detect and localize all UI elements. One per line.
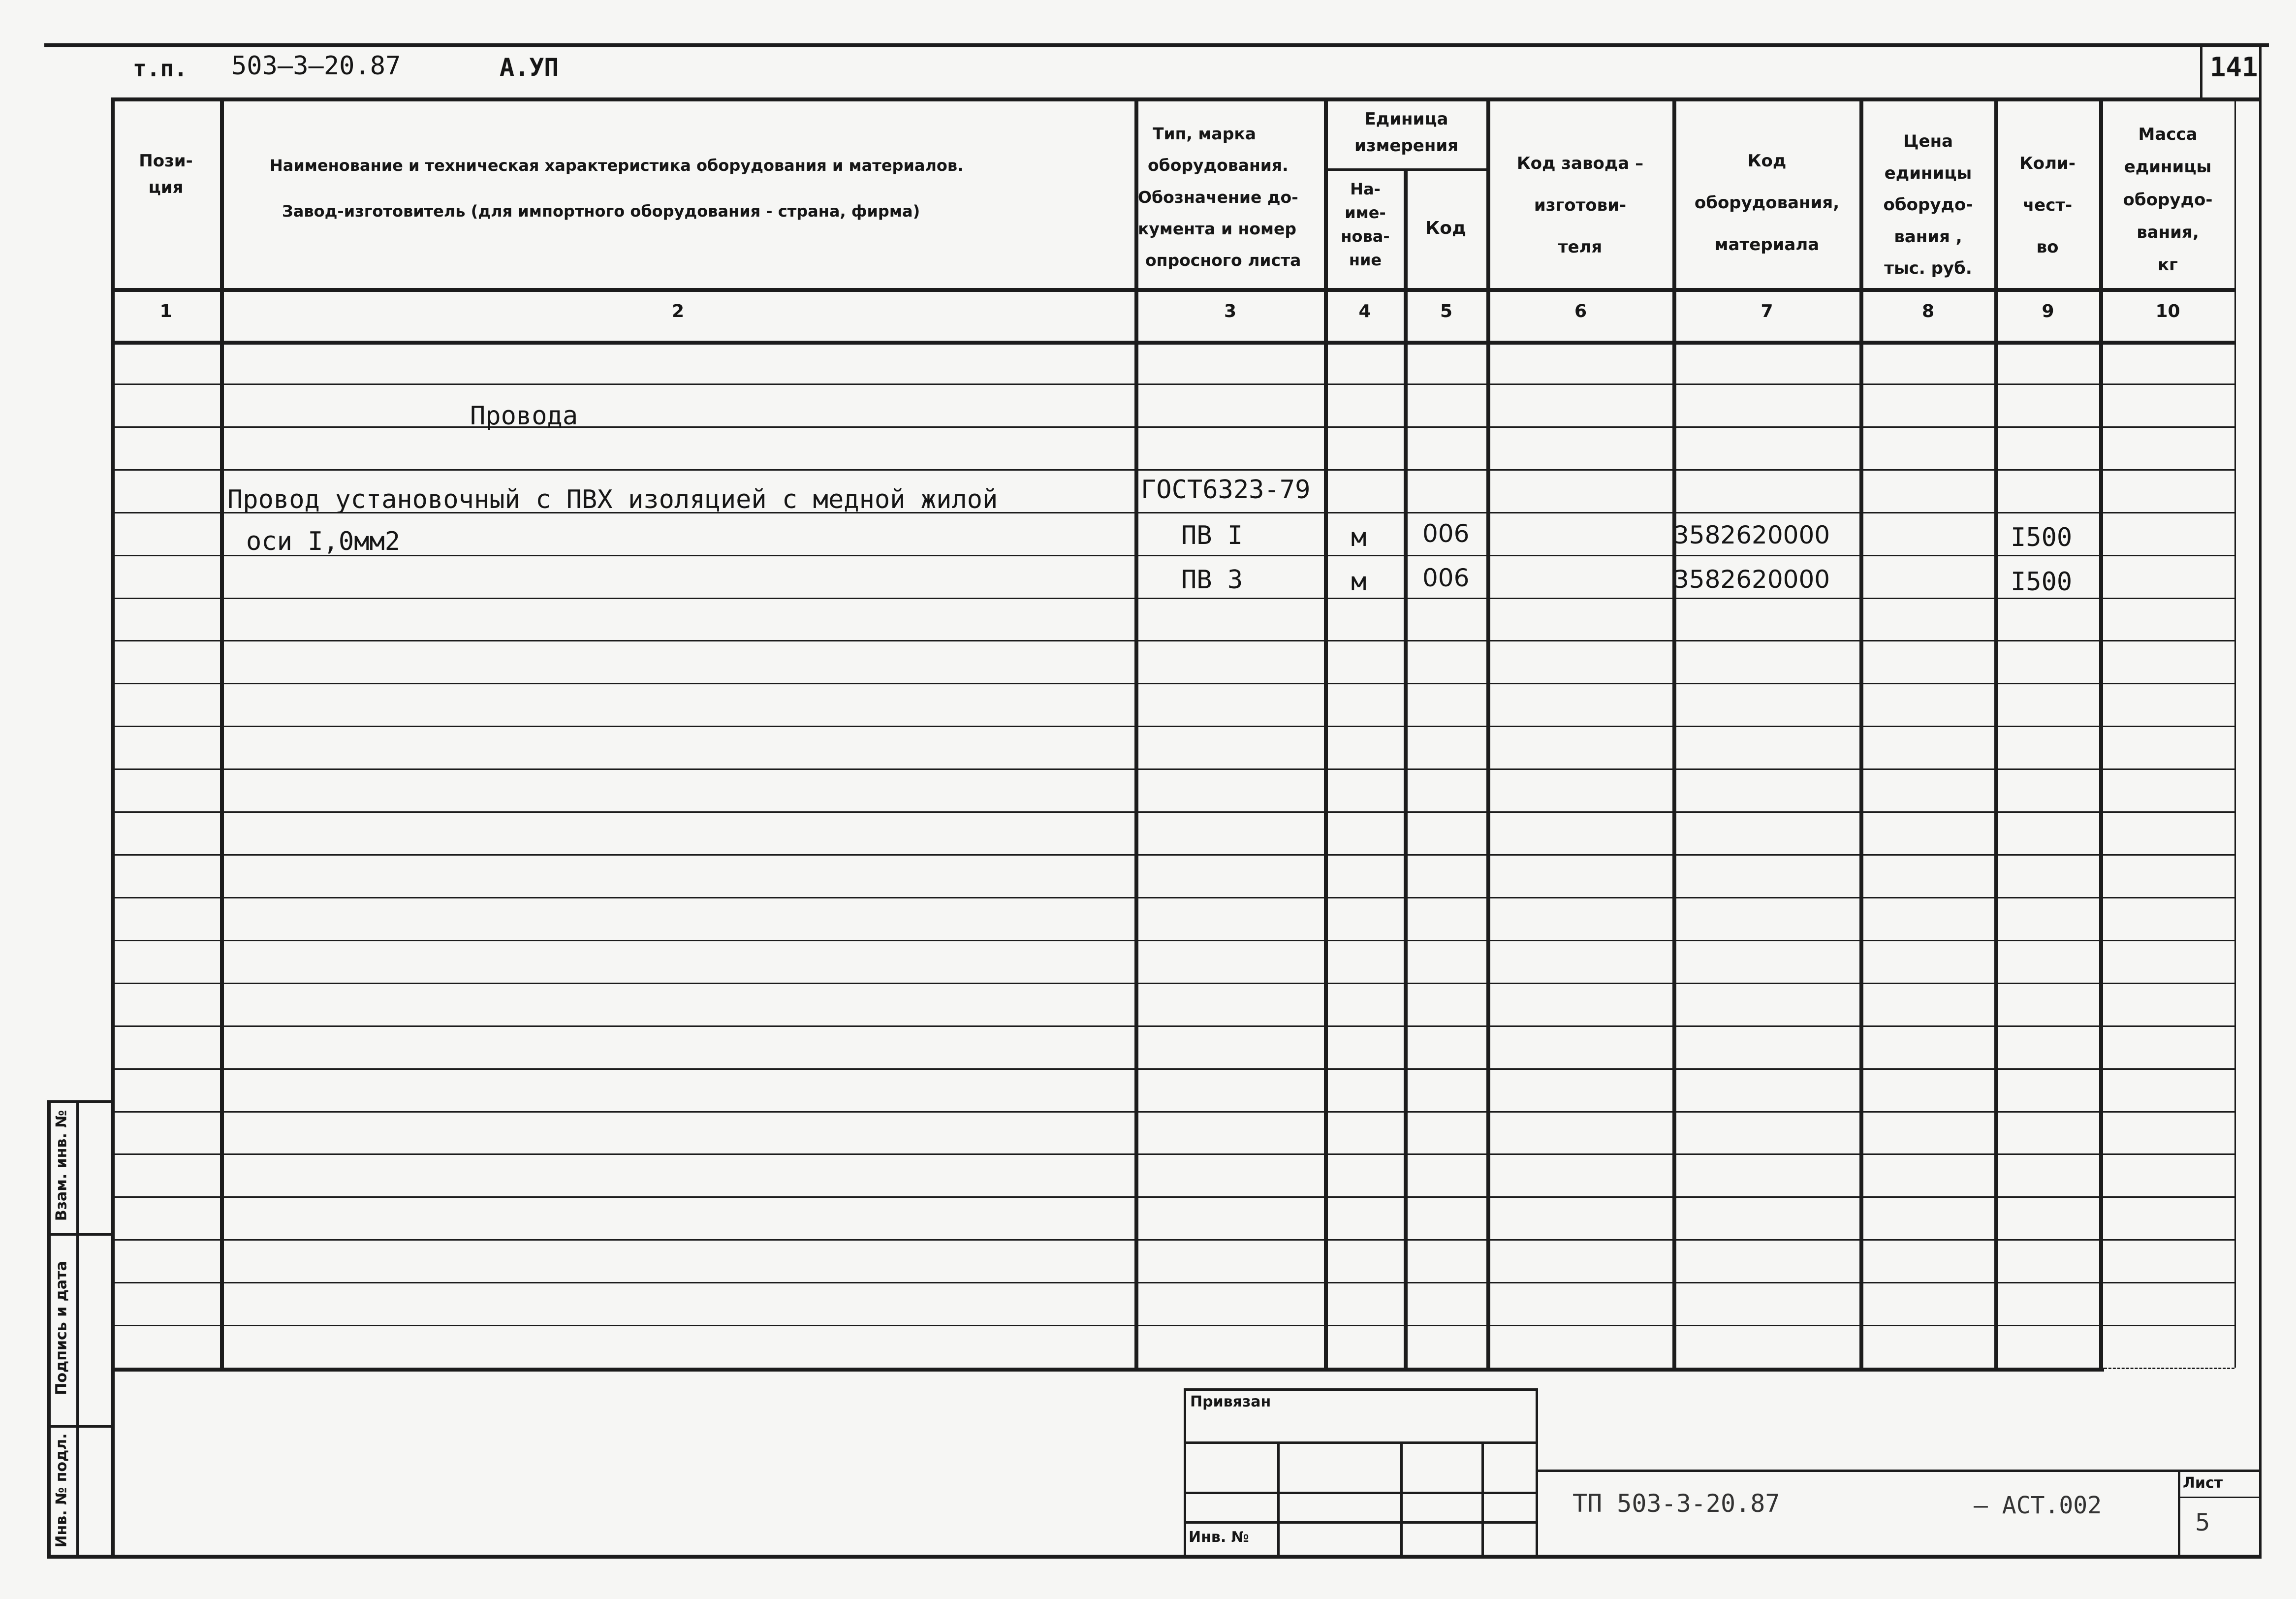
row-rule — [111, 426, 2234, 428]
line2-unit: м — [1351, 567, 1367, 597]
line1-material-code: 3582620000 — [1673, 521, 1830, 549]
line2-qty: I500 — [2011, 567, 2073, 597]
col-number-4: 4 — [1358, 301, 1371, 321]
col-number-5: 5 — [1440, 301, 1453, 321]
line1-type: ПВ I — [1181, 521, 1243, 550]
line1-qty: I500 — [2011, 523, 2073, 552]
header-mass: Масса единицы оборудо- вания, кг — [2123, 125, 2213, 275]
side-label-signature: Подпись и дата — [53, 1261, 70, 1395]
row-rule — [111, 598, 2234, 599]
project-code: 503–3–20.87 — [231, 51, 401, 81]
col-number-9: 9 — [2042, 301, 2054, 321]
header-position: Пози- ция — [139, 151, 193, 198]
row-rule — [111, 726, 2234, 727]
sheet-corner-number: 141 — [2210, 52, 2258, 83]
col-number-2: 2 — [671, 301, 685, 321]
header-unit-group: Единица измерения — [1354, 109, 1458, 156]
row-rule — [111, 1153, 2234, 1155]
header-name: Наименование и техническая характеристика оборудования и материалов. Завод-изготовитель (для импортного оборудования - страна, фирма) — [270, 156, 964, 221]
line2-code: 006 — [1422, 564, 1470, 592]
line2-type: ПВ 3 — [1181, 565, 1243, 595]
col-number-10: 10 — [2155, 301, 2180, 321]
stamp-list-label: Лист — [2183, 1474, 2223, 1492]
row-rule — [111, 1196, 2234, 1198]
row-rule — [111, 469, 2234, 471]
header-material-code: Код оборудования, материала — [1694, 151, 1840, 255]
row-rule — [111, 983, 2234, 984]
row-rule — [111, 640, 2234, 641]
row-rule — [111, 1068, 2234, 1070]
item-doc: ГОСТ6323-79 — [1141, 475, 1311, 505]
side-label-inv-original: Инв. № подл. — [53, 1433, 70, 1548]
row-rule — [111, 897, 2234, 898]
line1-code: 006 — [1422, 519, 1470, 548]
item-name-continuation: оси I,0мм2 — [246, 527, 401, 556]
row-rule — [111, 854, 2234, 856]
header-unit-code: Код — [1425, 218, 1467, 238]
row-rule — [111, 811, 2234, 813]
row-rule — [111, 555, 2234, 556]
header-type: Тип, марка оборудования. Обозначение до- кумента и номер опросного листа — [1138, 124, 1301, 270]
header-quantity: Коли- чест- во — [2019, 154, 2076, 257]
stamp-privyazan: Привязан — [1190, 1393, 1271, 1410]
row-rule — [111, 768, 2234, 770]
col-number-1: 1 — [159, 301, 172, 321]
row-rule — [111, 1025, 2234, 1027]
line2-material-code: 3582620000 — [1673, 565, 1830, 594]
col-number-6: 6 — [1574, 301, 1587, 321]
stamp-list-number: 5 — [2195, 1509, 2210, 1536]
row-rule — [111, 683, 2234, 684]
stamp-doc-code: ТП 503-3-20.87 — [1573, 1489, 1780, 1518]
line1-unit: м — [1351, 523, 1367, 552]
album-label: А.УП — [500, 53, 559, 82]
section-title: Провода — [470, 401, 578, 431]
row-rule — [111, 1111, 2234, 1113]
row-rule — [111, 1239, 2234, 1241]
col-number-3: 3 — [1224, 301, 1237, 321]
header-unit-name: На- име- нова- ние — [1341, 180, 1390, 269]
series-label: т.п. — [133, 55, 188, 82]
header-price: Цена единицы оборудо- вания , тыс. руб. — [1883, 131, 1973, 279]
row-rule — [111, 1325, 2234, 1326]
row-rule — [111, 940, 2234, 941]
stamp-doc-suffix: – АСТ.002 — [1974, 1492, 2102, 1519]
row-rule — [111, 1282, 2234, 1283]
item-name: Провод установочный с ПВХ изоляцией с медной жилой — [227, 485, 998, 514]
side-label-vzam: Взам. инв. № — [53, 1110, 70, 1221]
stamp-inv-no: Инв. № — [1189, 1529, 1249, 1546]
col-number-8: 8 — [1921, 301, 1935, 321]
header-factory-code: Код завода – изготови- теля — [1516, 154, 1644, 257]
row-rule — [111, 384, 2234, 385]
col-number-7: 7 — [1761, 301, 1773, 321]
